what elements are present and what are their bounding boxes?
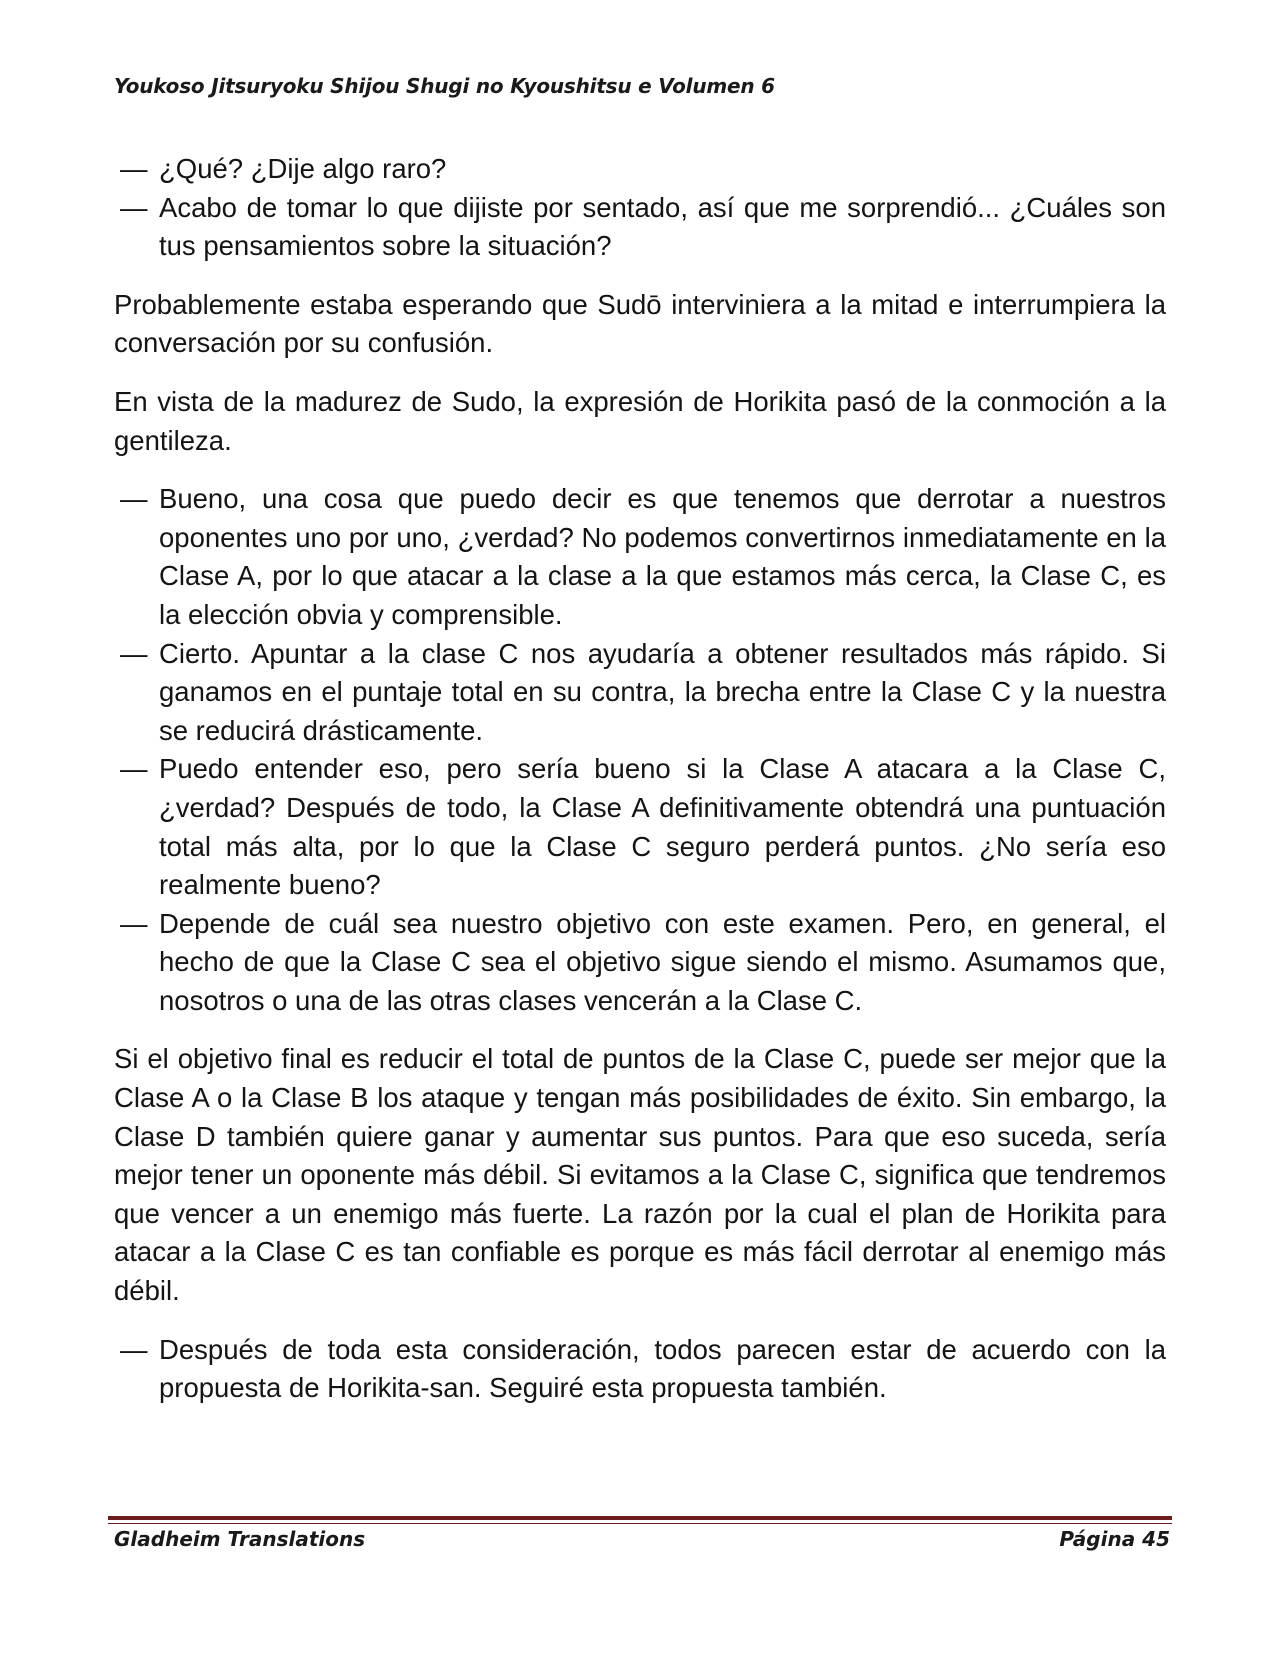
dialog-line [114,150,1166,189]
dialog-dash: — [120,153,148,184]
dialog-line [114,189,1166,266]
dialog-block-3 [114,1331,1166,1408]
dialog-dash: — [120,1333,148,1365]
dialog-line [114,635,1166,751]
narrative-paragraph: Si el objetivo final es reducir el total de puntos de la Clase C, puede ser mejor que la Clase A o la Clase B los ataque y tengan más posibilidades de éxito. Sin embargo, la Clase D también quiere ganar y aumentar sus puntos. Para que eso suceda, sería mejor tener un oponente más débil. Si evitamos a la Clase C, significa que tendremos que vencer a un enemigo más fuerte. La razón por la cual el plan de Horikita para atacar a la Clase C es tan confiable es porque es más fácil derrotar al enemigo más débil. [114,1043,1166,1307]
dialog-dash: — [120,191,148,223]
footer-translator-credit: Gladheim Translations [114,1527,366,1551]
dialog-block-2 [114,480,1166,1020]
page-header-title: Youkoso Jitsuryoku Shijou Shugi no Kyoushitsu e Volumen 6 [114,74,775,98]
dialog-line [114,750,1166,904]
dialog-dash: — [120,753,148,785]
dialog-line [114,1331,1166,1408]
narrative-paragraph: En vista de la madurez de Sudo, la expresión de Horikita pasó de la conmoción a la gentileza. [114,385,1166,456]
dialog-text: Cierto. Apuntar a la clase C nos ayudaría a obtener resultados más rápido. Si ganamos en el puntaje total en su contra, la brecha entre la Clase C y la nuestra se reducirá drásticamente. [159,637,1166,746]
dialog-text: Acabo de tomar lo que dijiste por sentado, así que me sorprendió... ¿Cuáles son tus pensamientos sobre la situación? [159,191,1166,262]
dialog-dash: — [120,483,148,515]
page-content [114,150,1166,1428]
dialog-text: Bueno, una cosa que puedo decir es que tenemos que derrotar a nuestros oponentes uno por uno, ¿verdad? No podemos convertirnos inmediatamente en la Clase A, por lo que atacar a la clase a la que estamos más cerca, la Clase C, es la elección obvia y comprensible. [159,483,1166,630]
dialog-dash: — [120,907,148,939]
dialog-dash: — [120,637,148,669]
footer-page-number: Página 45 [1059,1527,1170,1551]
footer-divider-thin [108,1523,1172,1524]
dialog-block-1 [114,150,1166,266]
dialog-text: ¿Qué? ¿Dije algo raro? [159,153,447,184]
dialog-text: Depende de cuál sea nuestro objetivo con este examen. Pero, en general, el hecho de que la Clase C sea el objetivo sigue siendo el mismo. Asumamos que, nosotros o una de las otras clases vencerán a la Clase C. [159,907,1166,1016]
dialog-line [114,480,1166,634]
footer-divider [108,1516,1172,1520]
dialog-text: Después de toda esta consideración, todos parecen estar de acuerdo con la propuesta de Horikita-san. Seguiré esta propuesta también. [159,1333,1166,1404]
narrative-paragraph: Probablemente estaba esperando que Sudō interviniera a la mitad e interrumpiera la conversación por su confusión. [114,288,1166,359]
dialog-text: Puedo entender eso, pero sería bueno si la Clase A atacara a la Clase C, ¿verdad? Después de todo, la Clase A definitivamente obtendrá una puntuación total más alta, por lo que la Clase C seguro perderá puntos. ¿No sería eso realmente bueno? [159,753,1166,901]
dialog-line [114,905,1166,1021]
